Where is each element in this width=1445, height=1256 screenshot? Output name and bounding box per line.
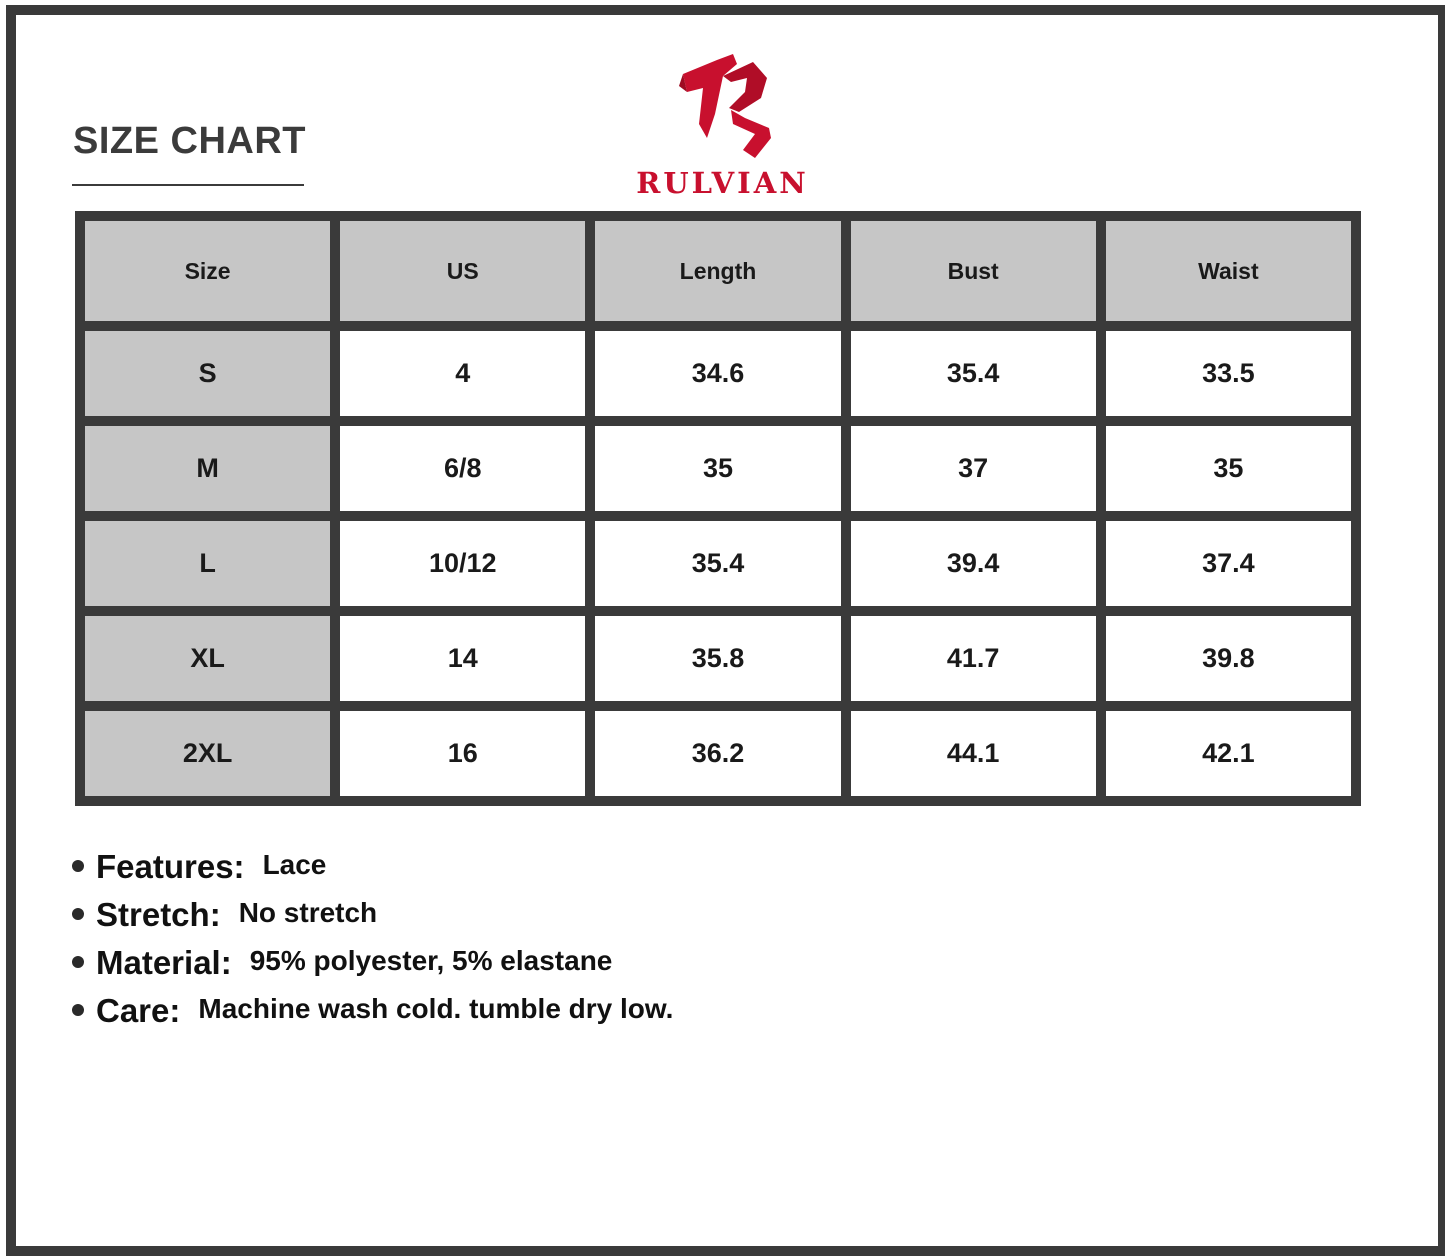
size-cell: L	[85, 521, 330, 606]
spec-value: No stretch	[238, 897, 378, 928]
column-header-us: US	[340, 221, 585, 321]
spec-features	[72, 848, 673, 896]
brand-logo	[620, 48, 825, 198]
bullet-icon	[72, 956, 84, 968]
page-title: SIZE CHART	[73, 120, 306, 162]
size-table	[75, 211, 1361, 806]
table-row	[85, 711, 1351, 796]
size-cell: M	[85, 426, 330, 511]
spec-label: Features:	[96, 848, 245, 885]
us-cell: 14	[340, 616, 585, 701]
spec-label: Care:	[96, 992, 181, 1029]
us-cell: 4	[340, 331, 585, 416]
spec-value: Machine wash cold. tumble dry low.	[198, 993, 674, 1024]
bust-cell: 44.1	[851, 711, 1096, 796]
bullet-icon	[72, 860, 84, 872]
spec-label: Material:	[96, 944, 232, 981]
table-row	[85, 616, 1351, 701]
bust-cell: 35.4	[851, 331, 1096, 416]
waist-cell: 42.1	[1106, 711, 1351, 796]
spec-label: Stretch:	[96, 896, 221, 933]
us-cell: 6/8	[340, 426, 585, 511]
bullet-icon	[72, 908, 84, 920]
size-cell: S	[85, 331, 330, 416]
length-cell: 34.6	[595, 331, 840, 416]
us-cell: 10/12	[340, 521, 585, 606]
spec-material	[72, 944, 673, 992]
brand-name: RULVIAN	[636, 166, 809, 200]
waist-cell: 35	[1106, 426, 1351, 511]
waist-cell: 33.5	[1106, 331, 1351, 416]
column-header-length: Length	[595, 221, 840, 321]
table-row	[85, 521, 1351, 606]
bust-cell: 37	[851, 426, 1096, 511]
waist-cell: 39.8	[1106, 616, 1351, 701]
bust-cell: 41.7	[851, 616, 1096, 701]
size-cell: 2XL	[85, 711, 330, 796]
bullet-icon	[72, 1004, 84, 1016]
length-cell: 35.4	[595, 521, 840, 606]
spec-care	[72, 992, 673, 1040]
waist-cell: 37.4	[1106, 521, 1351, 606]
bust-cell: 39.4	[851, 521, 1096, 606]
length-cell: 35.8	[595, 616, 840, 701]
table-header-row	[85, 221, 1351, 321]
table-row	[85, 426, 1351, 511]
column-header-size: Size	[85, 221, 330, 321]
size-cell: XL	[85, 616, 330, 701]
length-cell: 35	[595, 426, 840, 511]
column-header-waist: Waist	[1106, 221, 1351, 321]
column-header-bust: Bust	[851, 221, 1096, 321]
table-row	[85, 331, 1351, 416]
spec-value: Lace	[262, 849, 327, 880]
product-specs	[72, 848, 673, 1040]
spec-value: 95% polyester, 5% elastane	[249, 945, 613, 976]
length-cell: 36.2	[595, 711, 840, 796]
title-underline	[72, 184, 304, 186]
spec-stretch	[72, 896, 673, 944]
brand-r-logo-icon	[675, 52, 775, 162]
us-cell: 16	[340, 711, 585, 796]
